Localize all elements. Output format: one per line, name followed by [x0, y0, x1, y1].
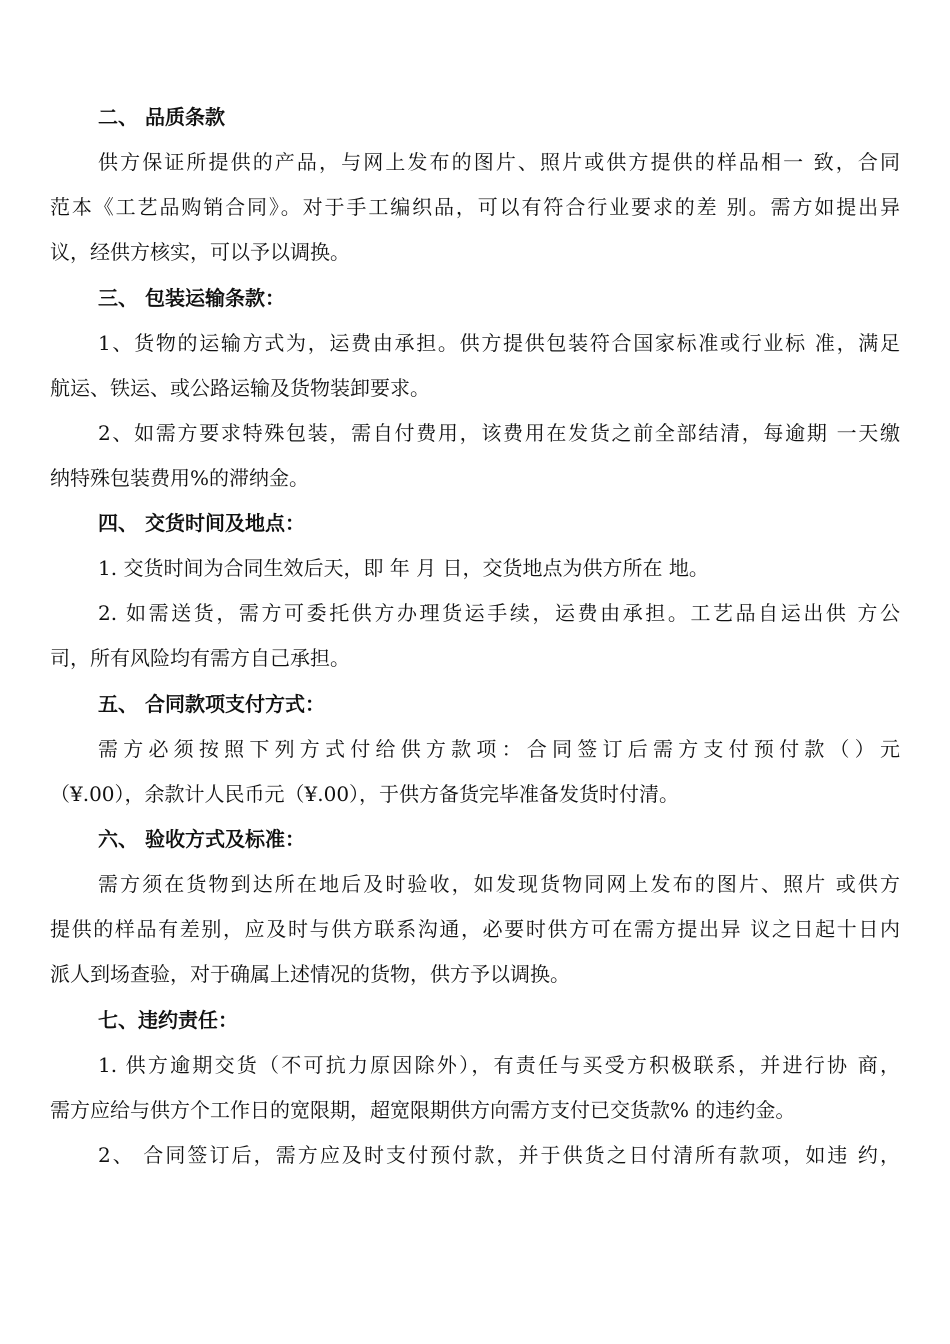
paragraph-line: 提供的样品有差别，应及时与供方联系沟通，必要时供方可在需方提出异 议之日起十日内: [50, 917, 900, 941]
paragraph-line: 供方保证所提供的产品，与网上发布的图片、照片或供方提供的样品相一 致，合同: [98, 150, 900, 174]
paragraph-line: 1、货物的运输方式为，运费由承担。供方提供包装符合国家标准或行业标 准，满足: [98, 331, 900, 355]
paragraph-line: 范本《工艺品购销合同》。对于手工编织品，可以有符合行业要求的差 别。需方如提出异: [50, 195, 900, 219]
paragraph-line: 2. 如需送货，需方可委托供方办理货运手续，运费由承担。工艺品自运出供 方公: [98, 601, 900, 625]
paragraph-line: （¥.00），余款计人民币元（¥.00），于供方备货完毕准备发货时付清。: [50, 782, 680, 806]
paragraph-line: 需方应给与供方个工作日的宽限期，超宽限期供方向需方支付已交货款% 的违约金。: [50, 1098, 796, 1122]
paragraph-line: 1. 供方逾期交货（不可抗力原因除外），有责任与买受方积极联系，并进行协 商，: [98, 1053, 900, 1077]
section-heading-acceptance: 六、 验收方式及标准：: [98, 827, 305, 851]
paragraph-line: 2、如需方要求特殊包装，需自付费用，该费用在发货之前全部结清，每逾期 一天缴: [98, 421, 900, 445]
section-heading-packaging: 三、 包装运输条款：: [98, 286, 285, 310]
section-heading-payment: 五、 合同款项支付方式：: [98, 692, 325, 716]
section-heading-liability: 七、违约责任：: [98, 1008, 238, 1032]
paragraph-line: 需方须在货物到达所在地后及时验收，如发现货物同网上发布的图片、照片 或供方: [98, 872, 900, 896]
paragraph-line: 需方必须按照下列方式付给供方款项：合同签订后需方支付预付款（）元: [98, 737, 900, 761]
paragraph-line: 航运、铁运、或公路运输及货物装卸要求。: [50, 376, 430, 400]
paragraph-line: 纳特殊包装费用%的滞纳金。: [50, 466, 310, 490]
section-heading-delivery: 四、 交货时间及地点：: [98, 511, 305, 535]
paragraph-line: 议，经供方核实，可以予以调换。: [50, 240, 350, 264]
paragraph-line: 司，所有风险均有需方自己承担。: [50, 646, 350, 670]
paragraph-line: 派人到场查验，对于确属上述情况的货物，供方予以调换。: [50, 962, 570, 986]
paragraph-line: 1. 交货时间为合同生效后天，即 年 月 日，交货地点为供方所在 地。: [98, 556, 709, 580]
section-heading-quality: 二、 品质条款: [98, 105, 225, 129]
paragraph-line: 2、 合同签订后，需方应及时支付预付款，并于供货之日付清所有款项，如违 约，: [98, 1143, 900, 1167]
